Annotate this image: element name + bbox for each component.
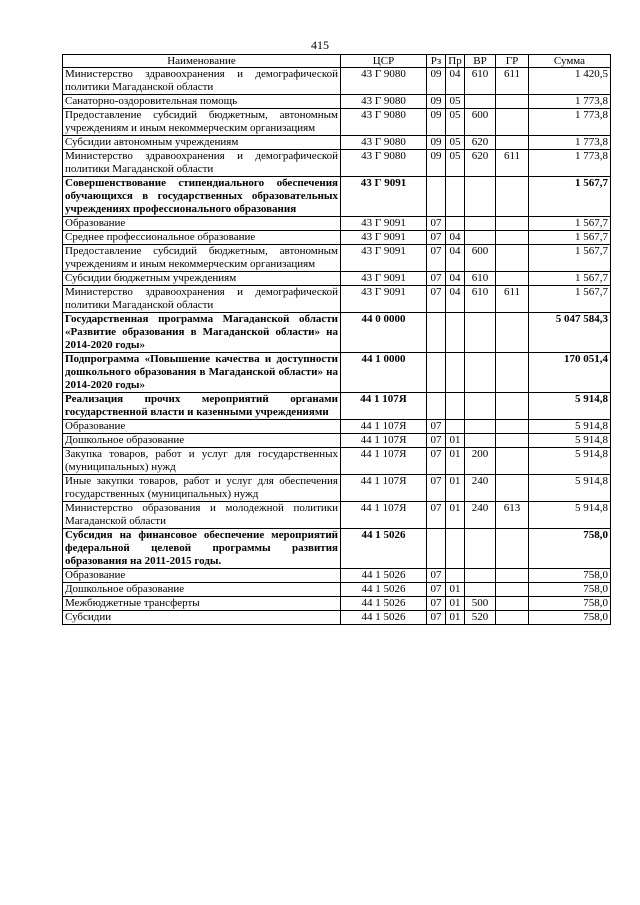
cell-sum: 758,0 [529, 597, 611, 611]
cell-csr: 43 Г 9091 [341, 231, 427, 245]
cell-name: Подпрограмма «Повышение качества и доступности дошкольного образования в Магаданской области» на 2014-2020 годы» [63, 353, 341, 393]
table-row [63, 313, 611, 353]
cell-name: Иные закупки товаров, работ и услуг для обеспечения государственных (муниципальных) нужд [63, 475, 341, 502]
cell-vr [465, 420, 496, 434]
cell-sum: 170 051,4 [529, 353, 611, 393]
cell-gr [496, 353, 529, 393]
cell-rz: 07 [427, 569, 446, 583]
cell-vr [465, 569, 496, 583]
cell-name: Образование [63, 569, 341, 583]
cell-pr: 01 [446, 583, 465, 597]
cell-csr: 44 1 107Я [341, 475, 427, 502]
header-gr: ГР [496, 55, 529, 68]
cell-vr: 620 [465, 150, 496, 177]
cell-csr: 44 1 5026 [341, 583, 427, 597]
cell-vr [465, 217, 496, 231]
cell-pr: 01 [446, 597, 465, 611]
cell-rz [427, 313, 446, 353]
cell-pr: 05 [446, 150, 465, 177]
table-row [63, 95, 611, 109]
cell-rz: 07 [427, 420, 446, 434]
cell-vr: 610 [465, 286, 496, 313]
cell-pr: 04 [446, 231, 465, 245]
table-row [63, 393, 611, 420]
cell-rz: 09 [427, 136, 446, 150]
header-rz: Рз [427, 55, 446, 68]
cell-sum: 1 567,7 [529, 245, 611, 272]
table-row [63, 529, 611, 569]
cell-gr [496, 109, 529, 136]
table-body [63, 68, 611, 625]
cell-pr [446, 353, 465, 393]
cell-sum: 758,0 [529, 611, 611, 625]
cell-sum: 1 420,5 [529, 68, 611, 95]
cell-name: Предоставление субсидий бюджетным, автономным учреждениям и иным некоммерческим организациям [63, 109, 341, 136]
cell-sum: 1 567,7 [529, 177, 611, 217]
cell-name: Предоставление субсидий бюджетным, автономным учреждениям и иным некоммерческим организациям [63, 245, 341, 272]
cell-rz: 07 [427, 583, 446, 597]
cell-rz: 09 [427, 95, 446, 109]
cell-name: Министерство образования и молодежной политики Магаданской области [63, 502, 341, 529]
cell-sum: 758,0 [529, 569, 611, 583]
cell-name: Межбюджетные трансферты [63, 597, 341, 611]
cell-sum: 5 047 584,3 [529, 313, 611, 353]
cell-rz: 07 [427, 448, 446, 475]
cell-name: Министерство здравоохранения и демографической политики Магаданской области [63, 150, 341, 177]
cell-csr: 44 1 5026 [341, 529, 427, 569]
cell-pr [446, 529, 465, 569]
cell-gr [496, 95, 529, 109]
cell-csr: 44 1 107Я [341, 393, 427, 420]
cell-gr [496, 245, 529, 272]
cell-csr: 43 Г 9091 [341, 177, 427, 217]
cell-csr: 43 Г 9080 [341, 109, 427, 136]
cell-pr: 01 [446, 611, 465, 625]
cell-gr [496, 231, 529, 245]
cell-rz: 07 [427, 597, 446, 611]
cell-sum: 1 567,7 [529, 217, 611, 231]
cell-vr [465, 583, 496, 597]
cell-rz: 09 [427, 150, 446, 177]
cell-gr: 611 [496, 150, 529, 177]
table-row [63, 217, 611, 231]
cell-vr [465, 95, 496, 109]
cell-gr [496, 529, 529, 569]
cell-csr: 43 Г 9091 [341, 245, 427, 272]
cell-gr [496, 597, 529, 611]
cell-pr [446, 217, 465, 231]
cell-sum: 5 914,8 [529, 393, 611, 420]
cell-csr: 44 1 0000 [341, 353, 427, 393]
table-row [63, 109, 611, 136]
table-row [63, 569, 611, 583]
cell-name: Министерство здравоохранения и демографической политики Магаданской области [63, 68, 341, 95]
cell-rz: 09 [427, 68, 446, 95]
header-name: Наименование [63, 55, 341, 68]
cell-vr: 610 [465, 68, 496, 95]
cell-sum: 5 914,8 [529, 475, 611, 502]
cell-gr: 611 [496, 68, 529, 95]
cell-rz: 07 [427, 611, 446, 625]
cell-gr [496, 420, 529, 434]
cell-csr: 44 1 5026 [341, 597, 427, 611]
table-row [63, 502, 611, 529]
cell-csr: 44 1 107Я [341, 420, 427, 434]
cell-csr: 43 Г 9080 [341, 150, 427, 177]
table-row [63, 286, 611, 313]
cell-name: Образование [63, 217, 341, 231]
cell-name: Совершенствование стипендиального обеспечения обучающихся в государственных образовательных учреждениях профессионального образования [63, 177, 341, 217]
cell-csr: 44 1 107Я [341, 434, 427, 448]
cell-gr [496, 393, 529, 420]
table-row [63, 150, 611, 177]
header-csr: ЦСР [341, 55, 427, 68]
cell-vr [465, 177, 496, 217]
cell-vr: 500 [465, 597, 496, 611]
cell-pr [446, 177, 465, 217]
cell-rz: 07 [427, 502, 446, 529]
cell-gr [496, 448, 529, 475]
cell-rz: 07 [427, 245, 446, 272]
cell-vr [465, 434, 496, 448]
cell-name: Дошкольное образование [63, 583, 341, 597]
cell-gr [496, 611, 529, 625]
cell-gr [496, 475, 529, 502]
header-vr: ВР [465, 55, 496, 68]
cell-sum: 5 914,8 [529, 502, 611, 529]
cell-csr: 44 1 5026 [341, 611, 427, 625]
cell-name: Санаторно-оздоровительная помощь [63, 95, 341, 109]
cell-rz: 07 [427, 272, 446, 286]
cell-sum: 1 773,8 [529, 109, 611, 136]
table-row [63, 231, 611, 245]
cell-name: Министерство здравоохранения и демографической политики Магаданской области [63, 286, 341, 313]
cell-sum: 1 567,7 [529, 286, 611, 313]
cell-sum: 758,0 [529, 583, 611, 597]
cell-csr: 43 Г 9080 [341, 68, 427, 95]
table-row [63, 68, 611, 95]
cell-sum: 758,0 [529, 529, 611, 569]
table-row [63, 448, 611, 475]
cell-rz: 07 [427, 286, 446, 313]
cell-vr: 600 [465, 109, 496, 136]
cell-vr: 520 [465, 611, 496, 625]
cell-vr: 200 [465, 448, 496, 475]
cell-sum: 5 914,8 [529, 434, 611, 448]
cell-name: Закупка товаров, работ и услуг для государственных (муниципальных) нужд [63, 448, 341, 475]
header-pr: Пр [446, 55, 465, 68]
cell-sum: 1 567,7 [529, 231, 611, 245]
cell-pr [446, 313, 465, 353]
cell-sum: 1 773,8 [529, 95, 611, 109]
cell-gr [496, 136, 529, 150]
cell-vr: 600 [465, 245, 496, 272]
cell-rz [427, 177, 446, 217]
cell-vr [465, 353, 496, 393]
cell-vr: 240 [465, 502, 496, 529]
cell-rz [427, 529, 446, 569]
cell-gr [496, 313, 529, 353]
cell-pr: 05 [446, 109, 465, 136]
cell-csr: 44 0 0000 [341, 313, 427, 353]
cell-pr: 04 [446, 286, 465, 313]
table-row [63, 177, 611, 217]
cell-pr: 04 [446, 245, 465, 272]
cell-pr: 01 [446, 434, 465, 448]
cell-pr: 05 [446, 95, 465, 109]
cell-csr: 43 Г 9091 [341, 272, 427, 286]
cell-gr: 611 [496, 286, 529, 313]
table-row [63, 420, 611, 434]
cell-rz: 09 [427, 109, 446, 136]
table-row [63, 353, 611, 393]
cell-csr: 43 Г 9080 [341, 95, 427, 109]
cell-name: Среднее профессиональное образование [63, 231, 341, 245]
cell-csr: 43 Г 9091 [341, 286, 427, 313]
cell-pr: 05 [446, 136, 465, 150]
cell-rz: 07 [427, 434, 446, 448]
cell-vr [465, 313, 496, 353]
cell-vr: 610 [465, 272, 496, 286]
cell-gr [496, 434, 529, 448]
cell-rz: 07 [427, 217, 446, 231]
cell-pr: 01 [446, 502, 465, 529]
table-row [63, 475, 611, 502]
table-row [63, 272, 611, 286]
cell-pr: 01 [446, 448, 465, 475]
cell-vr [465, 529, 496, 569]
cell-name: Государственная программа Магаданской области «Развитие образования в Магаданской области» на 2014-2020 годы» [63, 313, 341, 353]
cell-vr [465, 393, 496, 420]
cell-vr: 240 [465, 475, 496, 502]
table-row [63, 611, 611, 625]
table-row [63, 136, 611, 150]
table-header-row [63, 55, 611, 68]
table-row [63, 245, 611, 272]
table-row [63, 434, 611, 448]
cell-csr: 44 1 107Я [341, 448, 427, 475]
cell-name: Субсидии бюджетным учреждениям [63, 272, 341, 286]
cell-pr [446, 569, 465, 583]
cell-sum: 1 773,8 [529, 150, 611, 177]
cell-rz: 07 [427, 231, 446, 245]
table-row [63, 597, 611, 611]
cell-rz [427, 393, 446, 420]
cell-rz: 07 [427, 475, 446, 502]
cell-name: Субсидии [63, 611, 341, 625]
cell-csr: 44 1 5026 [341, 569, 427, 583]
page-number: 415 [311, 38, 329, 52]
cell-pr: 04 [446, 68, 465, 95]
cell-rz [427, 353, 446, 393]
cell-name: Субсидии автономным учреждениям [63, 136, 341, 150]
cell-csr: 43 Г 9091 [341, 217, 427, 231]
cell-pr [446, 420, 465, 434]
cell-vr [465, 231, 496, 245]
cell-sum: 1 567,7 [529, 272, 611, 286]
cell-gr [496, 217, 529, 231]
header-sum: Сумма [529, 55, 611, 68]
cell-pr: 04 [446, 272, 465, 286]
cell-gr [496, 569, 529, 583]
cell-vr: 620 [465, 136, 496, 150]
cell-name: Реализация прочих мероприятий органами государственной власти и казенными учреждениями [63, 393, 341, 420]
cell-sum: 5 914,8 [529, 448, 611, 475]
cell-name: Субсидия на финансовое обеспечение мероприятий федеральной целевой программы развития образования на 2011-2015 годы. [63, 529, 341, 569]
cell-name: Образование [63, 420, 341, 434]
cell-sum: 1 773,8 [529, 136, 611, 150]
cell-gr [496, 583, 529, 597]
cell-csr: 44 1 107Я [341, 502, 427, 529]
cell-pr: 01 [446, 475, 465, 502]
cell-gr [496, 272, 529, 286]
cell-name: Дошкольное образование [63, 434, 341, 448]
cell-gr [496, 177, 529, 217]
table-row [63, 583, 611, 597]
budget-table [62, 54, 611, 625]
cell-sum: 5 914,8 [529, 420, 611, 434]
cell-csr: 43 Г 9080 [341, 136, 427, 150]
cell-pr [446, 393, 465, 420]
cell-gr: 613 [496, 502, 529, 529]
